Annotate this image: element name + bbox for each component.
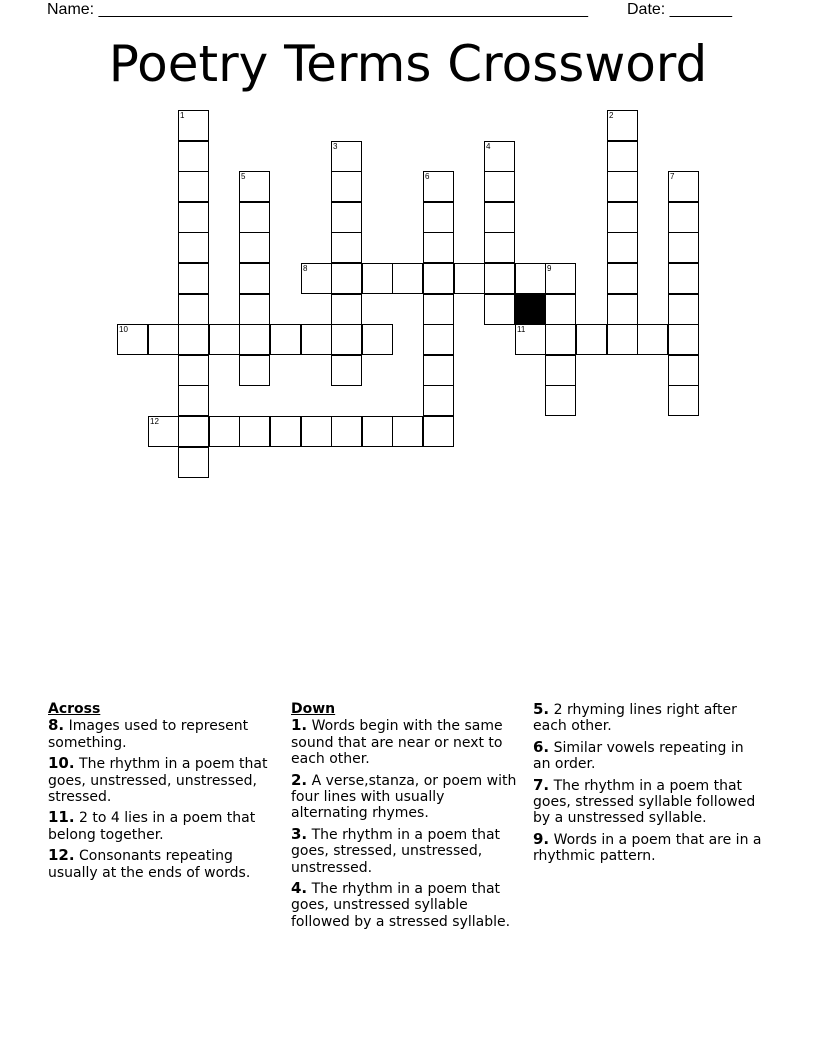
grid-cell[interactable] [423,202,454,233]
grid-cell[interactable] [331,141,362,172]
grid-cell[interactable] [362,263,393,294]
grid-cell[interactable] [178,324,209,355]
grid-cell[interactable] [148,324,179,355]
grid-cell[interactable] [148,416,179,447]
clue-across-12: 12. Consonants repeating usually at the ends of words. [48,846,251,881]
grid-cell[interactable] [423,171,454,202]
grid-cell[interactable] [607,324,638,355]
grid-cell[interactable] [607,110,638,141]
grid-cell[interactable] [331,171,362,202]
crossword-grid [0,0,816,500]
clue-number: 10 [119,325,128,334]
grid-cell[interactable] [668,171,699,202]
grid-cell[interactable] [545,263,576,294]
grid-cell[interactable] [301,263,332,294]
grid-cell[interactable] [637,324,668,355]
grid-cell[interactable] [178,447,209,478]
grid-cell[interactable] [331,263,362,294]
grid-cell[interactable] [331,416,362,447]
grid-cell[interactable] [331,232,362,263]
grid-cell[interactable] [668,294,699,325]
grid-cell[interactable] [178,294,209,325]
date-line: Date: _______ [627,1,732,18]
grid-cell[interactable] [301,416,332,447]
grid-cell[interactable] [239,324,270,355]
across-clues [48,701,280,885]
grid-cell[interactable] [484,202,515,233]
clue-number: 2 [609,111,614,120]
clue-down-1: 1. Words begin with the same sound that are near or next to each other. [291,716,503,768]
grid-cell[interactable] [178,141,209,172]
grid-cell[interactable] [484,232,515,263]
clue-number: 11 [517,325,526,334]
down-clues [291,701,523,934]
grid-cell[interactable] [331,294,362,325]
clue-number: 7 [670,172,675,181]
grid-cell[interactable] [423,232,454,263]
grid-cell[interactable] [423,385,454,416]
page-title: Poetry Terms Crossword [108,35,708,93]
grid-cell[interactable] [239,202,270,233]
grid-cell[interactable] [545,355,576,386]
clue-number: 8 [303,264,308,273]
clue-down-4: 4. The rhythm in a poem that goes, unstressed syllable followed by a stressed syllable. [291,879,511,930]
grid-cell[interactable] [331,355,362,386]
grid-cell[interactable] [239,416,270,447]
grid-cell[interactable] [484,171,515,202]
grid-cell[interactable] [362,416,393,447]
clue-number: 1 [180,111,185,120]
grid-cell[interactable] [239,355,270,386]
grid-cell[interactable] [239,263,270,294]
grid-cell[interactable] [668,355,699,386]
grid-cell[interactable] [545,385,576,416]
grid-cell[interactable] [178,110,209,141]
clue-number: 3 [333,142,338,151]
clue-across-10: 10. The rhythm in a poem that goes, unstressed, unstressed, stressed. [48,754,268,806]
grid-block [515,294,546,325]
grid-cell[interactable] [178,171,209,202]
grid-cell[interactable] [178,263,209,294]
name-line: Name: _______________________________________________________ [47,1,588,18]
grid-cell[interactable] [515,263,546,294]
grid-cell[interactable] [239,232,270,263]
grid-cell[interactable] [423,324,454,355]
grid-cell[interactable] [515,324,546,355]
grid-cell[interactable] [668,324,699,355]
grid-cell[interactable] [117,324,148,355]
grid-cell[interactable] [454,263,485,294]
grid-cell[interactable] [178,355,209,386]
clue-down-6: 6. Similar vowels repeating in an order. [533,737,744,773]
clue-down-2: 2. A verse,stanza, or poem with four lines with usually alternating rhymes. [291,770,517,822]
clue-number: 9 [547,264,552,273]
grid-cell[interactable] [423,416,454,447]
grid-cell[interactable] [178,232,209,263]
grid-cell[interactable] [362,324,393,355]
clue-number: 5 [241,172,246,181]
grid-cell[interactable] [668,232,699,263]
grid-cell[interactable] [423,294,454,325]
grid-cell[interactable] [209,324,240,355]
clue-down-3: 3. The rhythm in a poem that goes, stressed, unstressed, unstressed. [291,824,501,876]
grid-cell[interactable] [178,416,209,447]
clue-down-9: 9. Words in a poem that are in a rhythmic pattern. [533,829,762,865]
grid-cell[interactable] [668,385,699,416]
grid-cell[interactable] [239,171,270,202]
grid-cell[interactable] [484,141,515,172]
grid-cell[interactable] [668,263,699,294]
grid-cell[interactable] [178,385,209,416]
clue-down-7: 7. The rhythm in a poem that goes, stressed syllable followed by a unstressed syllable. [533,775,756,827]
grid-cell[interactable] [607,202,638,233]
grid-cell[interactable] [392,263,423,294]
grid-cell[interactable] [545,324,576,355]
grid-cell[interactable] [178,202,209,233]
clue-number: 4 [486,142,491,151]
grid-cell[interactable] [270,416,301,447]
clue-number: 6 [425,172,430,181]
grid-cell[interactable] [423,355,454,386]
grid-cell[interactable] [607,294,638,325]
grid-cell[interactable] [607,171,638,202]
clue-down-5: 5. 2 rhyming lines right after each other. [533,700,737,735]
grid-cell[interactable] [576,324,607,355]
grid-cell[interactable] [331,202,362,233]
grid-cell[interactable] [484,294,515,325]
grid-cell[interactable] [301,324,332,355]
grid-cell[interactable] [270,324,301,355]
grid-cell[interactable] [607,141,638,172]
grid-cell[interactable] [392,416,423,447]
down-clues-continued [533,701,765,869]
grid-cell[interactable] [607,232,638,263]
grid-cell[interactable] [209,416,240,447]
grid-cell[interactable] [331,324,362,355]
clue-across-8: 8. Images used to represent something. [48,716,249,751]
grid-cell[interactable] [668,202,699,233]
grid-cell[interactable] [239,294,270,325]
clue-across-11: 11. 2 to 4 lies in a poem that belong together. [48,808,256,843]
grid-cell[interactable] [545,294,576,325]
clue-number: 12 [150,417,159,426]
down-heading: Down [291,701,336,717]
grid-cell[interactable] [484,263,515,294]
grid-cell[interactable] [423,263,454,294]
grid-cell[interactable] [607,263,638,294]
across-heading: Across [48,701,101,717]
